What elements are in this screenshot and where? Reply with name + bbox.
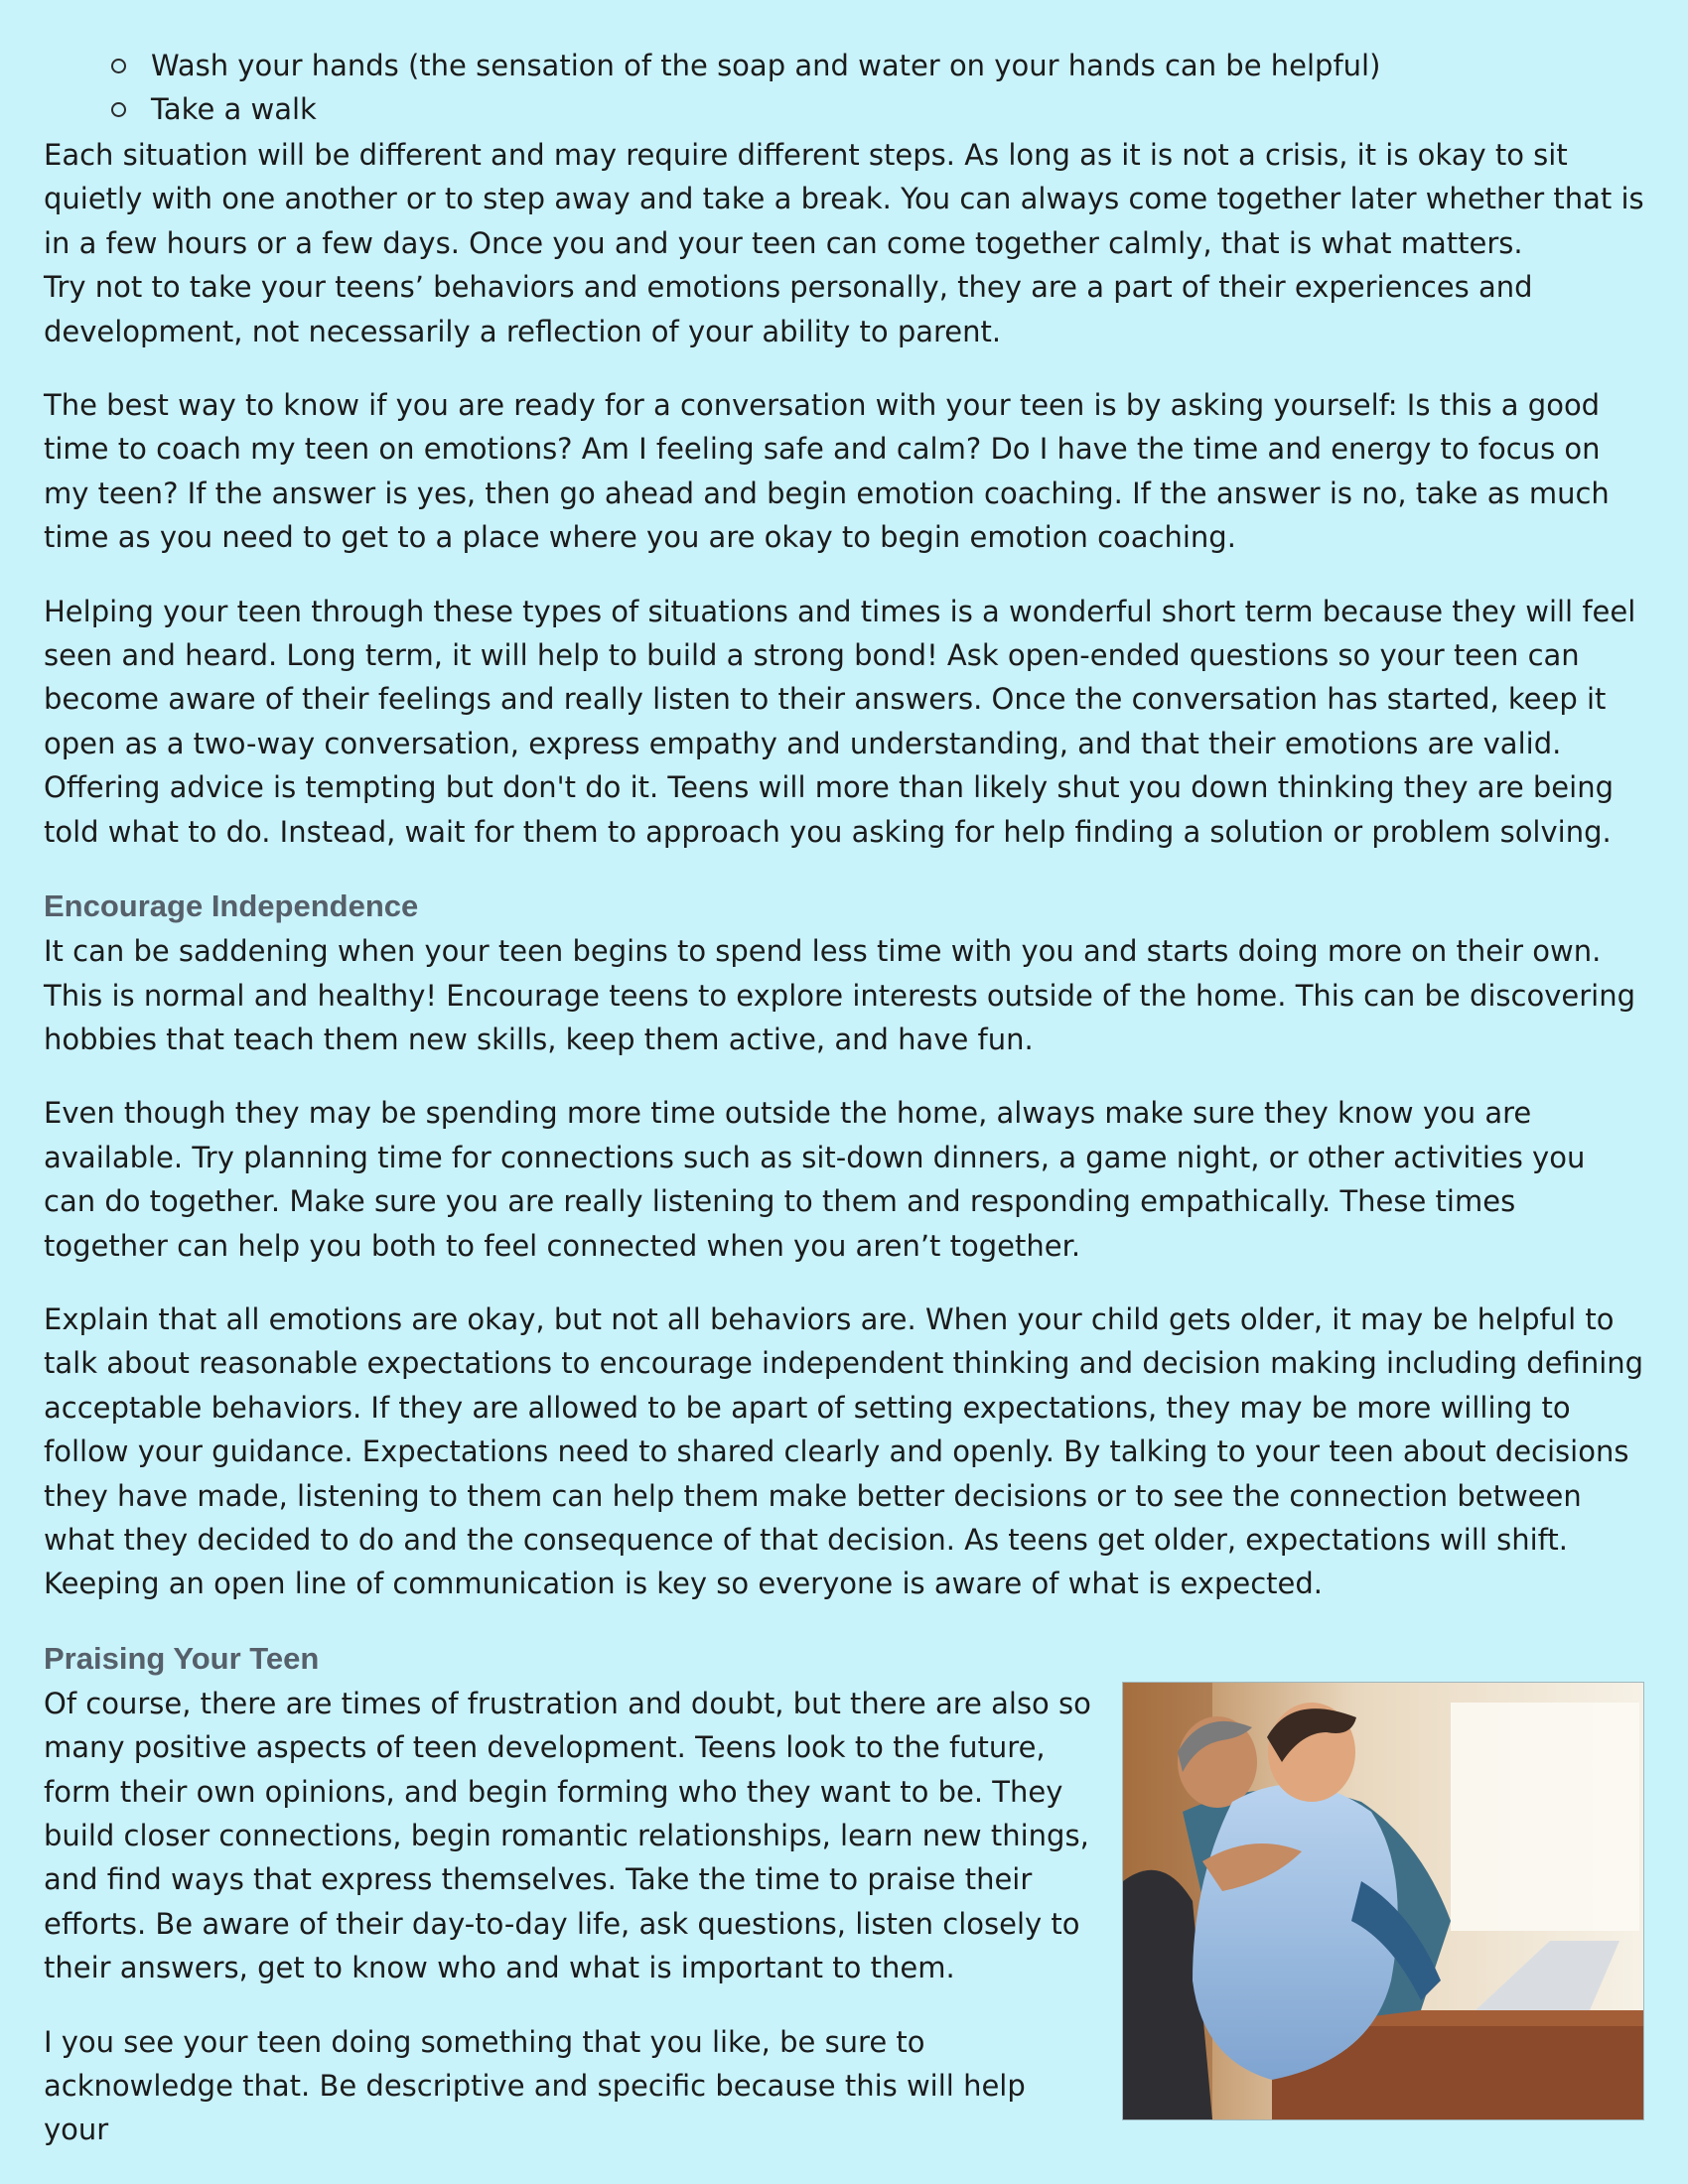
paragraph: Offering advice is tempting but don't do it. Teens will more than likely shut you down thinking they are being told what to do. Instead, wait for them to approach you asking for help finding a solution or problem solving.	[44, 770, 1614, 849]
tips-list	[44, 44, 1644, 131]
paragraph: Even though they may be spending more time outside the home, always make sure they know you are available. Try planning time for connections such as sit-down dinners, a game night, or other activities you can do together. Make sure you are really listening to them and responding empathically. These times together can help you both to feel connected when you aren’t together.	[44, 1096, 1586, 1263]
document-page	[44, 44, 1644, 2182]
paragraph: It can be saddening when your teen begins to spend less time with you and starts doing more on their own. This is normal and healthy! Encourage teens to explore interests outside of the home. This can be discovering hobbies that teach them new skills, keep them active, and have fun.	[44, 934, 1635, 1056]
list-item: Wash your hands (the sensation of the soap and water on your hands can be helpful)	[111, 44, 1644, 87]
list-item: Take a walk	[111, 87, 1644, 131]
paragraph: The best way to know if you are ready for a conversation with your teen is by asking yourself: Is this a good time to coach my teen on emotions? Am I feeling safe and calm? Do I have the time and energy to focus on my teen? If the answer is yes, then go ahead and begin emotion coaching. If the answer is no, take as much time as you need to get to a place where you are okay to begin emotion coaching.	[44, 388, 1610, 555]
section-heading: Encourage Independence	[44, 888, 419, 924]
paragraph: I you see your teen doing something that you like, be sure to acknowledge that. Be descriptive and specific because this will help your	[44, 2024, 1026, 2147]
paragraph: Of course, there are times of frustration and doubt, but there are also so many positive aspects of teen development. Teens look to the future, form their own opinions, and begin forming who they want to be. They build closer connections, begin romantic relationships, learn new things, and find ways that express themselves. Take the time to praise their efforts. Be aware of their day-to-day life, ask questions, listen closely to their answers, get to know who and what is important to them.	[44, 1686, 1091, 1985]
paragraph: Each situation will be different and may require different steps. As long as it is not a crisis, it is okay to sit quietly with one another or to step away and take a break. You can always come together later whether that is in a few hours or a few days. Once you and your teen can come together calmly, that is what matters.	[44, 138, 1644, 260]
father-son-hug-photo	[1122, 1682, 1644, 2120]
paragraph: Try not to take your teens’ behaviors and emotions personally, they are a part of their experiences and development, not necessarily a reflection of your ability to parent.	[44, 270, 1533, 348]
hollow-circle-bullet-icon	[111, 102, 126, 117]
section-heading: Praising Your Teen	[44, 1640, 320, 1676]
hollow-circle-bullet-icon	[111, 59, 126, 73]
paragraph: Helping your teen through these types of situations and times is a wonderful short term because they will feel seen and heard. Long term, it will help to build a strong bond! Ask open-ended questions so your teen can become aware of their feelings and really listen to their answers. Once the conversation has started, keep it open as a two-way conversation, express empathy and understanding, and that their emotions are valid.	[44, 594, 1636, 760]
paragraph: Explain that all emotions are okay, but not all behaviors are. When your child gets older, it may be helpful to talk about reasonable expectations to encourage independent thinking and decision making including defining acceptable behaviors. If they are allowed to be apart of setting expectations, they may be more willing to follow your guidance. Expectations need to shared clearly and openly. By talking to your teen about decisions they have made, listening to them can help them make better decisions or to see the connection between what they decided to do and the consequence of that decision. As teens get older, expectations will shift. Keeping an open line of communication is key so everyone is aware of what is expected.	[44, 1301, 1644, 1601]
